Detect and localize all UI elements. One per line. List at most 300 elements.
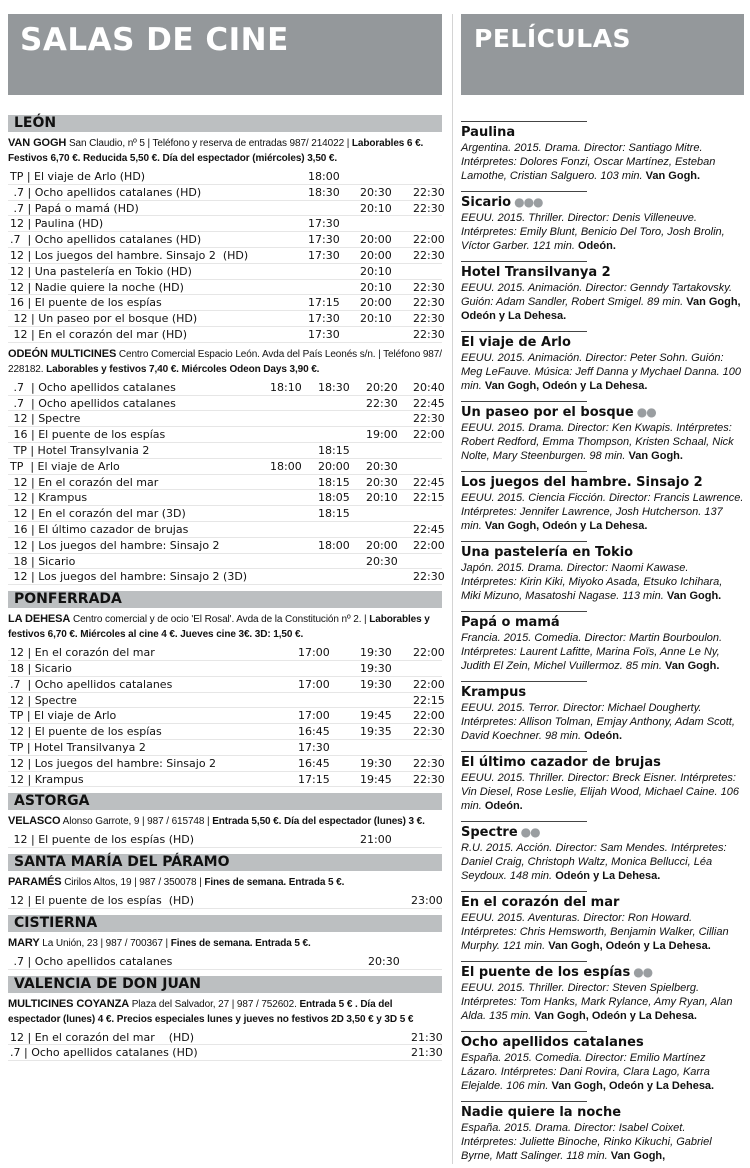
showtime-row — [8, 1030, 442, 1046]
showtime-row — [8, 475, 445, 491]
film-entry — [461, 1093, 744, 1163]
film-rule — [461, 821, 587, 822]
film-rule — [461, 261, 587, 262]
cinema-name: MULTICINES COYANZA — [8, 997, 130, 1010]
film-cinemas: Odeón. — [584, 730, 622, 742]
film-synopsis: EEUU. 2015. Thriller. Director: Breck Eisner. Intérpretes: Vin Diesel, Rose Leslie, Elijah Wood, Michael Caine. 106 min. — [461, 772, 739, 812]
showtime: 18:00 — [308, 170, 340, 183]
showtime: 22:30 — [413, 312, 445, 326]
showtime-row — [8, 232, 445, 248]
showtime: 22:00 — [413, 646, 445, 660]
film-entry — [461, 393, 744, 463]
showtime: 17:30 — [308, 248, 340, 262]
film-rating-and-title: 12 | Un paseo por el bosque (HD) — [10, 312, 198, 326]
film-synopsis: EEUU. 2015. Thriller. Director: Steven Spielberg. Intérpretes: Tom Hanks, Mark Rylance, Amy Ryan, Alan Alda. 135 min. — [461, 982, 733, 1022]
showtime: 17:30 — [308, 327, 340, 341]
cinema-name: VAN GOGH — [8, 137, 67, 149]
showtime: 20:10 — [360, 201, 392, 215]
cinema-prices: Fines de semana. Entrada 5 €. — [170, 937, 311, 949]
column-divider — [452, 14, 453, 1164]
showtime: 22:30 — [413, 756, 445, 770]
film-rating-and-title: 12 | Los juegos del hambre: Sinsajo 2 (3D) — [10, 570, 248, 584]
cinema-address: Alonso Garrote, 9 | 987 / 615748 | — [62, 816, 210, 828]
town-section — [8, 915, 442, 970]
showtime: 16:45 — [298, 725, 330, 739]
showtime: 20:30 — [366, 459, 398, 473]
film-cinemas: Van Gogh, Odeón y La Dehesa. — [461, 296, 741, 322]
film-rule — [461, 331, 587, 332]
cinema-address: San Claudio, nº 5 | Teléfono y reserva de entradas 987/ 214022 | — [68, 138, 350, 149]
film-entry — [461, 883, 744, 953]
film-description — [461, 771, 744, 813]
film-rating-and-title: .7 | Ocho apellidos catalanes — [10, 396, 176, 410]
cinema-block — [8, 997, 442, 1027]
cinema-block — [8, 936, 442, 951]
film-rating-and-title: 16 | El último cazador de brujas — [10, 522, 189, 536]
showtime: 22:30 — [413, 280, 445, 294]
cinema-block — [8, 612, 442, 642]
showtime: 18:15 — [318, 475, 350, 489]
showtime: 19:45 — [360, 709, 392, 723]
showtime: 17:30 — [308, 312, 340, 326]
film-rating-and-title: 12 | En el corazón del mar — [10, 475, 159, 489]
showtime: 18:30 — [318, 380, 350, 394]
showtime-row — [8, 693, 445, 709]
showtime-row — [8, 522, 445, 538]
film-rating-and-title: TP | El viaje de Arlo — [10, 709, 117, 723]
town-name: VALENCIA DE DON JUAN — [8, 976, 442, 993]
showtime-row — [8, 954, 442, 970]
cinema-prices: Laborables y festivos 7,40 €. Miércoles Odeon Days 3,90 €. — [46, 363, 320, 375]
showtime: 17:15 — [308, 296, 340, 310]
film-rating-and-title: TP | El viaje de Arlo — [10, 459, 120, 473]
film-cinemas: Odeón. — [577, 240, 616, 252]
showtime: 22:45 — [413, 475, 445, 489]
film-description — [461, 421, 744, 463]
showtime: 20:10 — [360, 312, 392, 326]
showtime: 20:40 — [413, 380, 445, 394]
showtime: 22:30 — [413, 185, 445, 199]
film-title: Nadie quiere la noche — [461, 1105, 622, 1120]
film-rating-and-title: 12 | Los juegos del hambre: Sinsajo 2 — [10, 538, 220, 552]
town-name: CISTIERNA — [8, 915, 442, 932]
film-rule — [461, 751, 587, 752]
showtimes-table — [8, 1030, 442, 1062]
showtime-row — [8, 724, 445, 740]
showtime: 22:00 — [413, 677, 445, 691]
film-title-line — [461, 264, 744, 281]
showtime: 23:00 — [411, 894, 443, 908]
films-column — [461, 14, 744, 1163]
showtime-row — [8, 264, 442, 280]
rating-dots: ●● — [520, 825, 540, 839]
film-rating-and-title: 12 | Spectre — [10, 693, 77, 707]
film-title-line — [461, 824, 744, 841]
showtime-row — [8, 201, 445, 217]
cinema-address: Plaza del Salvador, 27 | 987 / 752602. — [131, 998, 297, 1010]
film-rule — [461, 191, 587, 192]
showtime: 22:30 — [413, 570, 445, 584]
cinemas-column — [8, 14, 445, 1061]
showtime-row — [8, 280, 445, 296]
film-title: Krampus — [461, 685, 527, 700]
showtime: 17:30 — [298, 740, 330, 754]
film-description — [461, 211, 744, 253]
showtime: 18:05 — [318, 491, 350, 505]
showtime-row — [8, 677, 445, 693]
showtime-row — [8, 569, 445, 585]
showtime: 17:30 — [308, 217, 340, 231]
showtime: 19:00 — [366, 428, 398, 442]
showtime: 22:30 — [366, 396, 398, 410]
showtime-row — [8, 661, 442, 677]
film-cinemas: Van Gogh, Odeón y La Dehesa. — [534, 1010, 697, 1022]
showtime-row — [8, 506, 442, 522]
towns-list — [8, 115, 445, 1061]
film-title-line — [461, 684, 744, 701]
showtime: 17:00 — [298, 646, 330, 660]
cinema-address: Centro comercial y de ocio 'El Rosal'. Avda de la Constitución nº 2. | — [72, 614, 367, 626]
film-entry — [461, 813, 744, 883]
showtime: 18:15 — [318, 507, 350, 521]
showtime: 20:30 — [366, 475, 398, 489]
showtime: 22:30 — [413, 725, 445, 739]
cinema-address: Centro Comercial Espacio León. Avda del País Leonés s/n. | Teléfono 987/ 228182. — [8, 348, 442, 375]
town-section — [8, 793, 442, 848]
showtimes-table — [8, 893, 442, 909]
showtime: 21:00 — [360, 833, 392, 847]
film-title-line — [461, 1034, 744, 1051]
film-rating-and-title: TP | Hotel Transylvania 2 — [10, 443, 150, 457]
film-description — [461, 631, 744, 673]
film-rule — [461, 611, 587, 612]
film-rating-and-title: .7 | Ocho apellidos catalanes — [10, 677, 173, 691]
cinema-block — [8, 347, 442, 377]
film-rating-and-title: .7 | Ocho apellidos catalanes — [10, 380, 176, 394]
showtime: 17:15 — [298, 772, 330, 786]
film-title: Papá o mamá — [461, 615, 560, 630]
film-synopsis: EEUU. 2015. Ciencia Ficción. Director: Francis Lawrence. Intérpretes: Jennifer Lawrence, Josh Hutcherson. 137 min. — [461, 492, 744, 532]
film-rating-and-title: 12 | En el corazón del mar (HD) — [10, 1030, 195, 1044]
showtime: 19:35 — [360, 725, 392, 739]
film-cinemas: Van Gogh. — [666, 590, 722, 602]
showtimes-table — [8, 832, 442, 848]
showtime: 21:30 — [411, 1030, 443, 1044]
showtime: 20:20 — [366, 380, 398, 394]
cinema-name: LA DEHESA — [8, 613, 71, 626]
film-title-line — [461, 124, 744, 141]
town-name: PONFERRADA — [8, 591, 442, 608]
film-cinemas: Van Gogh, Odeón y La Dehesa. — [548, 940, 711, 952]
cinema-address: Cirilos Altos, 19 | 987 / 350078 | — [64, 877, 202, 889]
film-title-line — [461, 194, 744, 211]
showtime: 18:00 — [318, 538, 350, 552]
film-entry — [461, 533, 744, 603]
town-section — [8, 854, 442, 909]
film-cinemas: Van Gogh, Odeón y La Dehesa. — [551, 1080, 715, 1092]
film-title-line — [461, 474, 744, 491]
film-rating-and-title: 12 | El puente de los espías (HD) — [10, 894, 195, 908]
film-rating-and-title: 12 | Una pastelería en Tokio (HD) — [10, 264, 192, 278]
film-rating-and-title: .7 | Ocho apellidos catalanes — [10, 954, 173, 968]
showtime: 17:00 — [298, 709, 330, 723]
film-title: Un paseo por el bosque — [461, 405, 634, 420]
film-title: Spectre — [461, 825, 518, 840]
film-entry — [461, 1023, 744, 1093]
film-rating-and-title: 12 | En el corazón del mar — [10, 646, 155, 660]
film-title: El último cazador de brujas — [461, 755, 661, 770]
film-title-line — [461, 894, 744, 911]
showtime: 22:30 — [413, 772, 445, 786]
showtime-row — [8, 645, 445, 661]
film-synopsis: EEUU. 2015. Aventuras. Director: Ron Howard. Intérpretes: Chris Hemsworth, Benjamin Walker, Cillian Murphy. 121 min. — [461, 912, 729, 952]
film-synopsis: España. 2015. Comedia. Director: Emilio Martínez Lázaro. Intérpretes: Dani Rovira, Clara Lago, Karra Elejalde. 106 min. — [461, 1052, 710, 1092]
cinema-block — [8, 136, 442, 166]
showtime-row — [8, 1045, 442, 1061]
showtimes-table — [8, 169, 445, 343]
showtime: 18:00 — [270, 459, 302, 473]
film-rating-and-title: 12 | El puente de los espías (HD) — [10, 833, 195, 847]
showtime: 22:30 — [413, 412, 445, 426]
film-rating-and-title: 12 | Spectre — [10, 412, 81, 426]
showtime-row — [8, 756, 445, 772]
film-rule — [461, 1031, 587, 1032]
film-rating-and-title: 12 | En el corazón del mar (HD) — [10, 327, 188, 341]
film-title-line — [461, 614, 744, 631]
showtime-row — [8, 443, 442, 459]
film-rule — [461, 961, 587, 962]
showtime-row — [8, 772, 445, 788]
film-title: Hotel Transilvanya 2 — [461, 265, 611, 280]
showtime: 21:30 — [411, 1046, 443, 1060]
cinema-name: ODEÓN MULTICINES — [8, 347, 117, 360]
showtimes-table — [8, 380, 445, 585]
film-title: Ocho apellidos catalanes — [461, 1035, 644, 1050]
film-entry — [461, 603, 744, 673]
film-cinemas: Odeón. — [484, 800, 523, 812]
films-list — [461, 121, 744, 1163]
film-synopsis: Japón. 2015. Drama. Director: Naomi Kawase. Intérpretes: Kirin Kiki, Miyoko Asada, Etsuko Ichihara, Miki Mizuno, Masatoshi Nagase. 113 min. — [461, 562, 723, 602]
film-rating-and-title: 16 | El puente de los espías — [10, 428, 166, 442]
film-synopsis: EEUU. 2015. Thriller. Director: Denis Villeneuve. Intérpretes: Emily Blunt, Benicio Del Toro, Josh Brolin, Víctor Garber. 121 min. — [461, 212, 725, 252]
film-title: Paulina — [461, 125, 516, 140]
film-title: El viaje de Arlo — [461, 335, 571, 350]
film-rating-and-title: 18 | Sicario — [10, 661, 72, 675]
showtime-row — [8, 248, 445, 264]
film-entry — [461, 183, 744, 253]
showtime: 17:00 — [298, 677, 330, 691]
film-rating-and-title: 12 | Los juegos del hambre: Sinsajo 2 — [10, 756, 217, 770]
film-synopsis: EEUU. 2015. Animación. Director: Peter Sohn. Guión: Meg LeFauve. Música: Jeff Danna y Mychael Danna. 100 min. — [461, 352, 742, 392]
film-entry — [461, 121, 744, 183]
film-rating-and-title: 12 | En el corazón del mar (3D) — [10, 507, 186, 521]
film-synopsis: Argentina. 2015. Drama. Director: Santiago Mitre. Intérpretes: Dolores Fonzi, Oscar Martínez, Esteban Lamothe, Cristian Salguero. 103 min. — [461, 142, 716, 182]
film-entry — [461, 953, 744, 1023]
showtime: 22:00 — [413, 709, 445, 723]
showtime-row — [8, 538, 445, 554]
showtime-row — [8, 893, 442, 909]
film-title: Los juegos del hambre. Sinsajo 2 — [461, 475, 703, 490]
film-synopsis: Francia. 2015. Comedia. Director: Martin Bourboulon. Intérpretes: Laurent Lafitte, Marina Foïs, Anne Le Ny, Judith El Zein, Michel Vuillermoz. 85 min. — [461, 632, 723, 672]
showtime: 19:30 — [360, 661, 392, 675]
film-rule — [461, 471, 587, 472]
showtime: 18:15 — [318, 443, 350, 457]
film-title-line — [461, 754, 744, 771]
showtime-row — [8, 832, 442, 848]
showtime: 20:10 — [360, 280, 392, 294]
film-title-line — [461, 964, 744, 981]
film-title-line — [461, 1104, 744, 1121]
film-title: Una pastelería en Tokio — [461, 545, 634, 560]
film-rating-and-title: TP | El viaje de Arlo (HD) — [10, 170, 146, 183]
showtime: 20:30 — [360, 185, 392, 199]
showtime: 20:10 — [360, 264, 392, 278]
film-title: El puente de los espías — [461, 965, 631, 980]
film-entry — [461, 253, 744, 323]
showtime-row — [8, 169, 442, 185]
showtime: 20:00 — [360, 296, 392, 310]
showtime-row — [8, 396, 445, 412]
film-cinemas: Odeón y La Dehesa. — [555, 870, 661, 882]
film-cinemas: Van Gogh, — [610, 1150, 666, 1162]
showtime: 22:00 — [413, 233, 445, 247]
showtime-row — [8, 427, 445, 443]
showtime: 17:30 — [308, 233, 340, 247]
film-synopsis: EEUU. 2015. Terror. Director: Michael Dougherty. Intérpretes: Allison Tolman, Emjay Anthony, Adam Scott, David Koechner. 98 min. — [461, 702, 735, 742]
showtime-row — [8, 740, 442, 756]
showtime-row — [8, 411, 445, 427]
town-name: SANTA MARÍA DEL PÁRAMO — [8, 854, 442, 871]
film-rating-and-title: .7 | Ocho apellidos catalanes (HD) — [10, 1046, 198, 1060]
showtime-row — [8, 380, 445, 396]
town-section — [8, 115, 445, 585]
film-description — [461, 701, 744, 743]
film-rating-and-title: .7 | Ocho apellidos catalanes (HD) — [10, 233, 202, 247]
showtime-row — [8, 185, 445, 201]
showtime: 22:15 — [413, 693, 445, 707]
showtime-row — [8, 459, 442, 475]
showtime: 22:30 — [413, 248, 445, 262]
film-cinemas: Van Gogh. — [628, 450, 683, 462]
film-description — [461, 141, 744, 183]
showtime: 20:30 — [368, 954, 400, 968]
film-synopsis: R.U. 2015. Acción. Director: Sam Mendes. Intérpretes: Daniel Craig, Christoph Waltz, Monica Bellucci, Léa Seydoux. 148 min. — [461, 842, 727, 882]
film-cinemas: Van Gogh. — [665, 660, 720, 672]
showtime: 22:45 — [413, 522, 445, 536]
town-section — [8, 976, 442, 1062]
film-rating-and-title: 16 | El puente de los espías — [10, 296, 162, 310]
film-rating-and-title: 18 | Sicario — [10, 554, 76, 568]
rating-dots: ●●● — [514, 195, 543, 209]
film-synopsis: EEUU. 2015. Animación. Director: Genndy Tartakovsky. Guión: Adam Sandler, Robert Smigel. 89 min. — [461, 282, 733, 308]
showtime: 16:45 — [298, 756, 330, 770]
cinema-prices: Fines de semana. Entrada 5 €. — [204, 877, 345, 889]
film-rating-and-title: TP | Hotel Transilvanya 2 — [10, 740, 146, 754]
film-rule — [461, 401, 587, 402]
cinema-prices: Entrada 5 € . Día del espectador (lunes) 4 €. Precios especiales lunes y jueves no festivos 2D 3,50 € y 3D 5 € — [8, 998, 414, 1025]
film-cinemas: Van Gogh, Odeón y La Dehesa. — [484, 380, 648, 392]
cinema-address: La Unión, 23 | 987 / 700367 | — [42, 937, 169, 949]
film-rule — [461, 121, 587, 122]
film-rating-and-title: 12 | Paulina (HD) — [10, 217, 104, 231]
film-rule — [461, 541, 587, 542]
showtime: 22:30 — [413, 201, 445, 215]
film-description — [461, 351, 744, 393]
film-entry — [461, 323, 744, 393]
showtime: 19:30 — [360, 756, 392, 770]
cinema-prices: Laborables y festivos 6,70 €. Miércoles al cine 4 €. Jueves cine 3€. 3D: 1,50 €. — [8, 614, 430, 641]
film-description — [461, 561, 744, 603]
showtime-row — [8, 490, 445, 506]
film-title: En el corazón del mar — [461, 895, 620, 910]
film-description — [461, 281, 744, 323]
film-rule — [461, 681, 587, 682]
showtime: 19:30 — [360, 677, 392, 691]
film-rating-and-title: .7 | Papá o mamá (HD) — [10, 201, 139, 215]
film-rating-and-title: .7 | Ocho apellidos catalanes (HD) — [10, 185, 202, 199]
showtime-row — [8, 708, 445, 724]
film-rating-and-title: 12 | Krampus — [10, 491, 88, 505]
rating-dots: ●● — [636, 405, 656, 419]
showtime: 22:15 — [413, 491, 445, 505]
showtime: 20:00 — [360, 248, 392, 262]
film-synopsis: España. 2015. Drama. Director: Isabel Coixet. Intérpretes: Juliette Binoche, Rinko Kikuchi, Gabriel Byrne, Matt Salinger. 118 min. — [461, 1122, 712, 1162]
cinema-name: PARAMÉS — [8, 876, 62, 889]
film-rating-and-title: 12 | Los juegos del hambre. Sinsajo 2 (HD) — [10, 248, 249, 262]
town-name: ASTORGA — [8, 793, 442, 810]
film-entry — [461, 673, 744, 743]
showtime-row — [8, 327, 445, 343]
showtime: 20:00 — [318, 459, 350, 473]
film-description — [461, 1121, 744, 1163]
cinema-prices: Entrada 5,50 €. Día del espectador (lunes) 3 €. — [212, 816, 425, 828]
film-description — [461, 911, 744, 953]
cinema-name: VELASCO — [8, 815, 61, 828]
cinema-prices: Laborables 6 €. Festivos 6,70 €. Reducida 5,50 €. Día del espectador (miércoles) 3,50 €. — [8, 138, 424, 164]
film-description — [461, 841, 744, 883]
film-title-line — [461, 334, 744, 351]
film-rating-and-title: 12 | Krampus — [10, 772, 84, 786]
film-description — [461, 1051, 744, 1093]
showtime: 20:30 — [366, 554, 398, 568]
film-title: Sicario — [461, 195, 512, 210]
film-rule — [461, 891, 587, 892]
rating-dots: ●● — [633, 965, 653, 979]
showtime: 22:30 — [413, 327, 445, 341]
film-rating-and-title: 12 | Nadie quiere la noche (HD) — [10, 280, 184, 294]
film-title-line — [461, 544, 744, 561]
showtime: 22:00 — [413, 428, 445, 442]
showtime: 22:00 — [413, 538, 445, 552]
showtime: 22:30 — [413, 296, 445, 310]
film-cinemas: Van Gogh, Odeón y La Dehesa. — [484, 520, 648, 532]
showtime-row — [8, 554, 442, 570]
film-rule — [461, 1101, 587, 1102]
film-description — [461, 981, 744, 1023]
cinema-block — [8, 875, 442, 890]
showtime: 22:45 — [413, 396, 445, 410]
film-title-line — [461, 404, 744, 421]
showtime: 19:45 — [360, 772, 392, 786]
film-description — [461, 491, 744, 533]
showtime: 20:00 — [360, 233, 392, 247]
town-name: LEÓN — [8, 115, 442, 132]
film-cinemas: Van Gogh. — [645, 170, 701, 182]
showtime: 20:10 — [366, 491, 398, 505]
town-section — [8, 591, 445, 787]
showtime-row — [8, 295, 445, 311]
showtimes-table — [8, 645, 445, 787]
